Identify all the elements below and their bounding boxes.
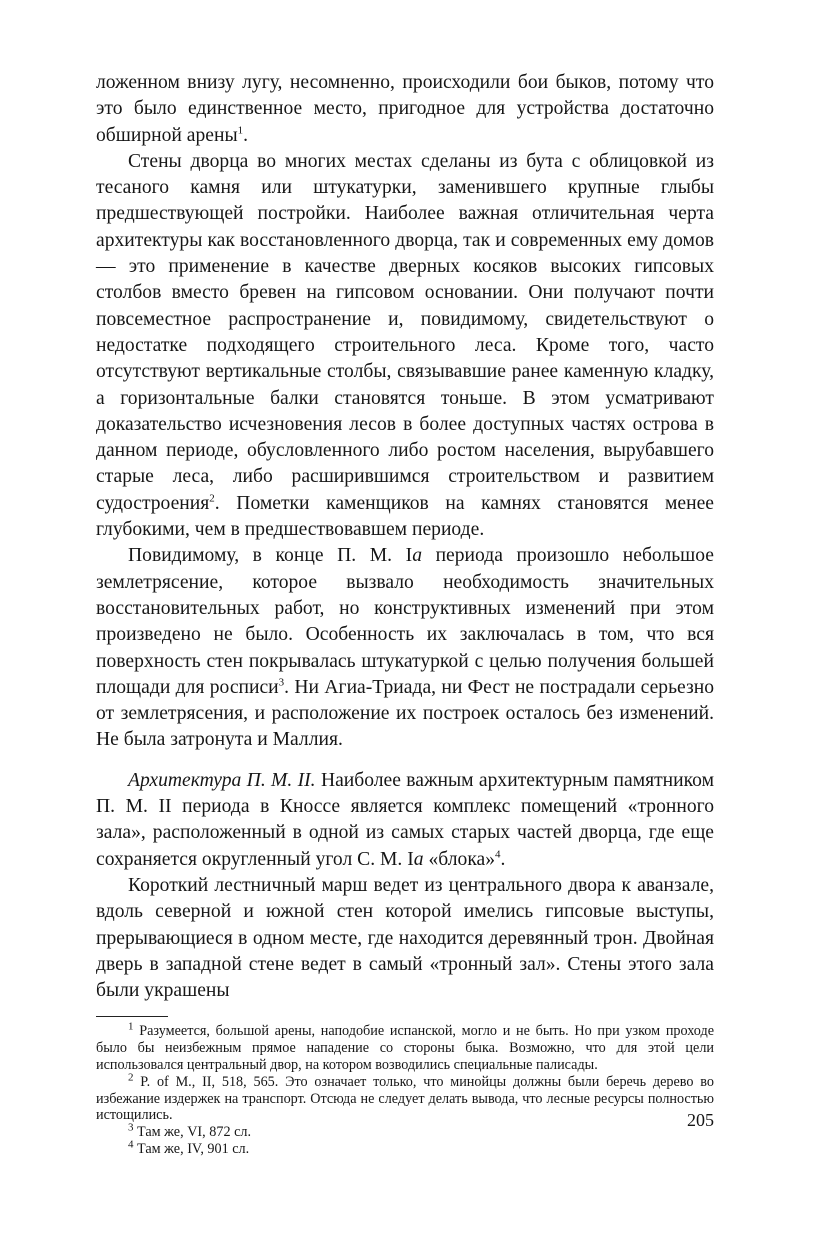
paragraph [96,768,714,873]
footnote [96,1020,714,1073]
footnote-mark: 1 [128,1020,134,1033]
text-run: ложенном внизу лугу, несомненно, происходили бои быков, потому что это было единственное место, пригодное для устройства достаточно обширной арены [96,72,714,146]
text-run: Наиболее важным архитектурным памятником П. М. II периода в Кноссе является комплекс помещений «тронного зала», расположенный в одной из самых старых частей дворца, где еще сохраняется округленный угол С. М. I [96,769,714,870]
footnote-mark: 2 [128,1071,134,1084]
footnote-ref: 1 [237,124,244,137]
text-run: Короткий лестничный марш ведет из центрального двора к аванзале, вдоль северной и южной стен которой имелись гипсовые выступы, прерывающиеся в одном месте, где находится деревянный трон. Двойная дверь в западной стене ведет в самый «тронный зал». Стены этого зала были украшены [96,874,714,1002]
footnote-rule [96,1016,168,1017]
text-run: «блока» [423,848,496,870]
footnote-text: Там же, VI, 872 сл. [137,1124,252,1141]
footnote-text: Там же, IV, 901 сл. [137,1140,250,1157]
paragraph [96,543,714,753]
italic-run: Архитектура П. М. II. [128,769,316,791]
text-run: периода произошло небольшое землетрясение, которое вызвало необходимость значительных восстановительных работ, но конструктивных изменений при этом произведено не было. Особенность их заключалась в том, что вся поверхность стен покрывалась штукатуркой с целью получения большей площади для росписи [96,545,714,698]
text-run: . Ни Агиа-Триада, ни Фест не пострадали серьезно от землетрясения, и расположение их построек осталось без изменений. Не была затронута и Маллия. [96,676,714,751]
footnote-ref: 3 [278,676,285,689]
footnote-mark: 4 [128,1138,134,1151]
text-run: Повидимому, в конце П. М. I [128,545,413,567]
footnotes [96,1020,714,1157]
footnote-ref: 4 [495,848,501,861]
page-number: 205 [687,1110,714,1130]
book-page [96,70,714,1158]
text-run: . [243,124,249,146]
footnote [96,1071,714,1124]
footnote-text: Разумеется, большой арены, наподобие испанской, могло и не быть. Но при узком проходе было бы неизбежным прямое нападение со стороны быка. Возможно, что для этой цели использовался центральный двор, на котором возводились специальные палисады. [96,1023,714,1073]
footnote [96,1138,714,1158]
italic-run: a [412,545,422,567]
paragraph [96,70,714,149]
paragraph [96,149,714,543]
footnote-ref: 2 [209,492,215,505]
footnote [96,1121,714,1141]
main-text [96,70,714,1004]
text-run: . [500,848,506,870]
section-gap [96,754,714,768]
text-run: . Пометки каменщиков на камнях становятся менее глубокими, чем в предшествовавшем периоде. [96,492,714,541]
footnote-mark: 3 [128,1121,134,1134]
italic-run: a [413,848,424,870]
paragraph [96,873,714,1004]
text-run: Стены дворца во многих местах сделаны из бута с облицовкой из тесаного камня или штукатурки, заменившего крупные глыбы предшествующей постройки. Наиболее важная отличительная черта архитектуры как восстановленного дворца, так и современных ему домов — это применение в качестве дверных косяков высоких гипсовых столбов вместо бревен на гипсовом основании. Они получают почти повсеместное распространение и, повидимому, свидетельствуют о недостатке подходящего строительного леса. Кроме того, часто отсутствуют вертикальные столбы, связывавшие ранее каменную кладку, а горизонтальные балки становятся тоньше. В этом усматривают доказательство исчезновения лесов в более доступных частях острова в данном периоде, обусловленного либо ростом населения, вырубавшего старые леса, либо расширившимся строительством и развитием судостроения [96,150,714,514]
footnote-text: P. of M., II, 518, 565. Это означает только, что минойцы должны были беречь дерево во избежание издержек на транспорт. Отсюда не следует делать вывода, что лесные ресурсы полностью истощились. [96,1073,714,1124]
